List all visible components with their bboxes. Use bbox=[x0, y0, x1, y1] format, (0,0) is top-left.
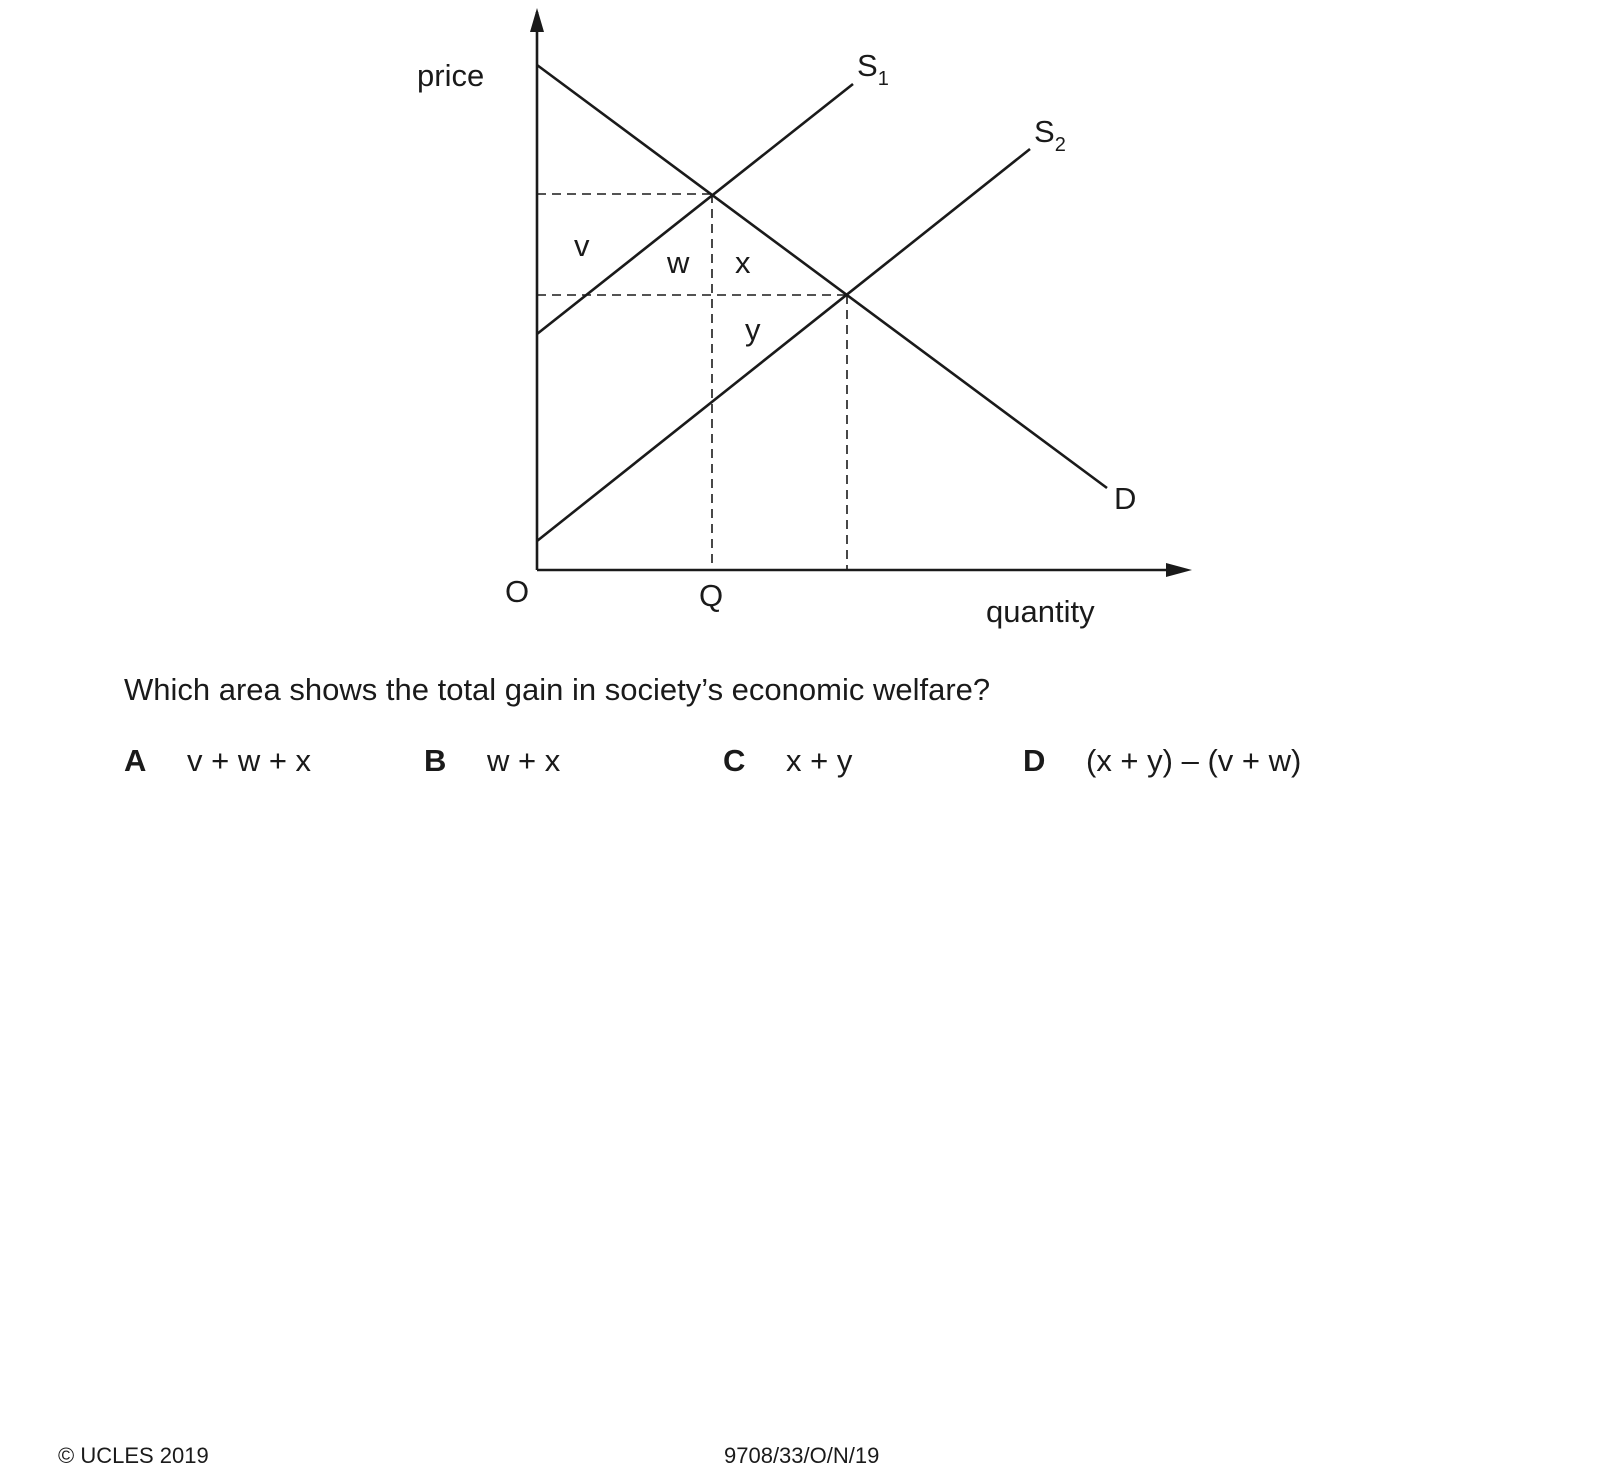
answer-options bbox=[124, 743, 1424, 783]
area-label-y: y bbox=[745, 312, 761, 347]
option-b-letter: B bbox=[424, 743, 447, 778]
option-b-text: w + x bbox=[487, 743, 561, 778]
origin-label: O bbox=[505, 574, 530, 609]
supply-1-label-sub: 1 bbox=[877, 68, 889, 90]
option-a-letter: A bbox=[124, 743, 147, 778]
area-label-v: v bbox=[574, 228, 590, 263]
demand-curve bbox=[537, 65, 1107, 488]
option-d[interactable] bbox=[1023, 743, 1301, 779]
option-b[interactable] bbox=[424, 743, 560, 779]
supply-demand-diagram bbox=[0, 0, 1605, 640]
area-label-x: x bbox=[735, 245, 751, 280]
y-axis-label: price bbox=[417, 58, 485, 93]
demand-label: D bbox=[1114, 481, 1137, 516]
supply-2-label bbox=[1034, 114, 1066, 156]
supply-2-label-base: S bbox=[1034, 114, 1055, 149]
supply-curve-s1 bbox=[537, 84, 853, 334]
option-a-text: v + w + x bbox=[187, 743, 312, 778]
x-axis-arrowhead bbox=[1166, 563, 1192, 577]
supply-curve-s2 bbox=[537, 149, 1030, 541]
option-d-letter: D bbox=[1023, 743, 1046, 778]
paper-code: 9708/33/O/N/19 bbox=[724, 1443, 880, 1468]
option-a[interactable] bbox=[124, 743, 311, 779]
area-label-w: w bbox=[667, 245, 690, 280]
supply-2-label-sub: 2 bbox=[1054, 134, 1066, 156]
quantity-tick-label: Q bbox=[699, 578, 724, 613]
copyright-notice: © UCLES 2019 bbox=[58, 1443, 209, 1468]
question-text: Which area shows the total gain in society’s economic welfare? bbox=[124, 672, 991, 707]
option-c-text: x + y bbox=[786, 743, 853, 778]
y-axis-arrowhead bbox=[530, 8, 544, 32]
supply-1-label-base: S bbox=[857, 48, 878, 83]
x-axis-label: quantity bbox=[986, 594, 1095, 629]
option-c-letter: C bbox=[723, 743, 746, 778]
option-d-text: (x + y) – (v + w) bbox=[1086, 743, 1302, 778]
option-c[interactable] bbox=[723, 743, 852, 779]
supply-1-label bbox=[857, 48, 889, 90]
